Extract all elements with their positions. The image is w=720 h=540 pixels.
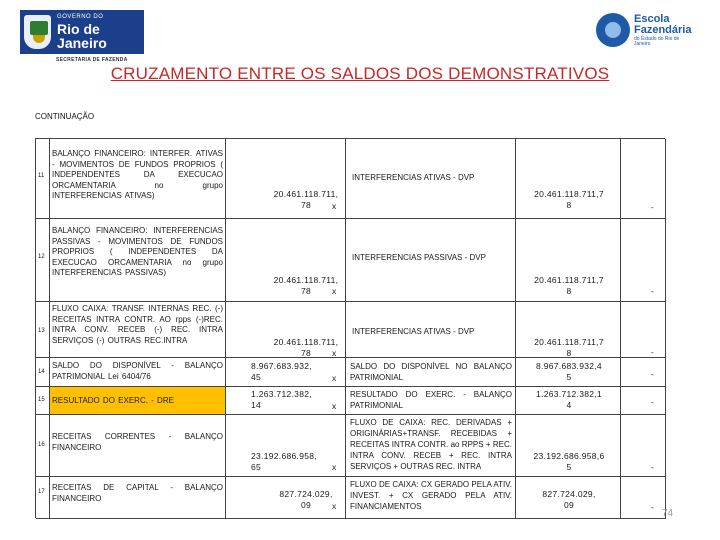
x-mark: x <box>332 462 337 472</box>
row-number: 14 <box>38 369 45 375</box>
row-description-right: INTERFERENCIAS ATIVAS - DVP <box>352 173 475 182</box>
value-left: 20.461.118.711, 78 <box>273 275 339 296</box>
value-right: 20.461.118.711,7 8 <box>534 275 604 296</box>
value-left: 20.461.118.711, 78 <box>273 337 339 358</box>
table-row <box>36 358 666 387</box>
difference-dash: - <box>651 398 654 407</box>
row-description-right: INTERFERENCIAS PASSIVAS - DVP <box>352 253 486 262</box>
value-left: 827.724.029, 09 <box>279 489 333 510</box>
continuation-label: CONTINUAÇÃO <box>35 112 95 121</box>
reconciliation-table <box>35 138 665 518</box>
table-row <box>36 302 666 358</box>
row-description: RECEITAS DE CAPITAL - BALANÇO FINANCEIRO <box>52 483 223 503</box>
value-right: 20.461.118.711,7 8 <box>534 337 604 358</box>
value-left: 8.967.683.932, 45 <box>251 361 312 382</box>
escola-fazendaria-logo <box>596 10 696 50</box>
governo-rj-logo <box>20 10 144 54</box>
secretaria-label: SECRETARIA DE FAZENDA <box>56 57 128 63</box>
table-row <box>36 387 666 415</box>
page-title <box>0 64 720 84</box>
x-mark: x <box>332 373 337 383</box>
table-row <box>36 477 666 519</box>
state-crest-icon <box>24 15 51 49</box>
row-description-right: FLUXO DE CAIXA: CX GERADO PELA ATIV. INVEST. + CX GERADO PELA ATIV. FINANCIAMENTOS <box>350 480 512 511</box>
logo-gov-small: GOVERNO DO <box>57 14 104 20</box>
row-number: 11 <box>38 173 45 179</box>
row-number: 12 <box>38 254 45 260</box>
value-right: 23.192.686.958,6 5 <box>533 451 605 472</box>
difference-dash: - <box>651 370 654 379</box>
row-number: 15 <box>38 397 45 403</box>
value-right: 8.967.683.932,4 5 <box>536 361 602 382</box>
page-number: 74 <box>662 508 674 519</box>
highlighted-cell <box>50 387 226 414</box>
table-row <box>36 415 666 477</box>
row-number: 13 <box>38 328 45 334</box>
escola-badge-icon <box>596 13 630 47</box>
row-description: RESULTADO DO EXERC. - DRE <box>52 396 174 405</box>
value-left: 20.461.118.711, 78 <box>273 189 339 210</box>
row-description-right: INTERFERENCIAS ATIVAS - DVP <box>352 327 475 336</box>
x-mark: x <box>332 348 337 358</box>
row-description: RECEITAS CORRENTES - BALANÇO FINANCEIRO <box>52 432 223 452</box>
value-left: 23.192.686.958, 65 <box>251 451 317 472</box>
row-number: 17 <box>38 489 45 495</box>
difference-dash: - <box>651 348 654 357</box>
row-number: 16 <box>38 442 45 448</box>
difference-dash: - <box>651 463 654 472</box>
row-description: FLUXO CAIXA: TRANSF. INTERNAS REC. (-) RECEITAS INTRA CONTR. AO rpps (-)REC. INTRA CONV. RECEB (-) REC. INTRA SERVIÇOS (-) OUTRAS REC.INTRA <box>52 304 223 345</box>
value-right: 827.724.029, 09 <box>542 489 596 510</box>
page-title-text: CRUZAMENTO ENTRE OS SALDOS DOS DEMONSTRATIVOS <box>110 64 610 83</box>
table-row <box>36 139 666 219</box>
difference-dash: - <box>651 203 654 212</box>
value-right: 1.263.712.382,1 4 <box>536 389 602 410</box>
difference-dash: - <box>651 287 654 296</box>
row-description-right: SALDO DO DISPONÍVEL NO BALANÇO PATRIMONIAL <box>350 362 512 382</box>
value-right: 20.461.118.711,7 8 <box>534 189 604 210</box>
x-mark: x <box>332 201 337 211</box>
row-description: BALANÇO FINANCEIRO: INTERFER. ATIVAS - MOVIMENTOS DE FUNDOS PROPRIOS ( INDEPENDENTES DA EXECUCAO ORCAMENTARIA no grupo INTERFERENCIAS ATIVAS) <box>52 149 223 201</box>
row-description: SALDO DO DISPONÍVEL - BALANÇO PATRIMONIAL Lei 6404/76 <box>52 361 223 381</box>
x-mark: x <box>332 286 337 296</box>
logo-escola-l3: do Estado do Rio de Janeiro <box>634 35 680 47</box>
logo-gov-big: Rio de Janeiro <box>57 21 107 51</box>
table-row <box>36 219 666 302</box>
logo-escola-l2: Fazendária <box>634 23 692 36</box>
row-description: BALANÇO FINANCEIRO: INTERFERENCIAS PASSIVAS - MOVIMENTOS DE FUNDOS PROPRIOS ( INDEPENDENTES DA EXECUCAO ORCAMENTARIA no grupo INTERFERENCIAS PASSIVAS) <box>52 226 223 278</box>
row-description-right: RESULTADO DO EXERC. - BALANÇO PATRIMONIAL <box>350 390 512 410</box>
logo-escola-l1: Escola <box>634 12 670 25</box>
row-description-right: FLUXO DE CAIXA: REC. DERIVADAS + ORIGINÁRIAS+TRANSF. RECEBIDAS + RECEITAS INTRA CONTR. ao RPPS + REC. INTRA CONV. RECEB + REC. INTRA SERVIÇOS + OUTRAS REC. INTRA <box>350 418 512 471</box>
value-left: 1.263.712.382, 14 <box>251 389 312 410</box>
x-mark: x <box>332 501 337 511</box>
x-mark: x <box>332 401 337 411</box>
difference-dash: - <box>651 503 654 512</box>
